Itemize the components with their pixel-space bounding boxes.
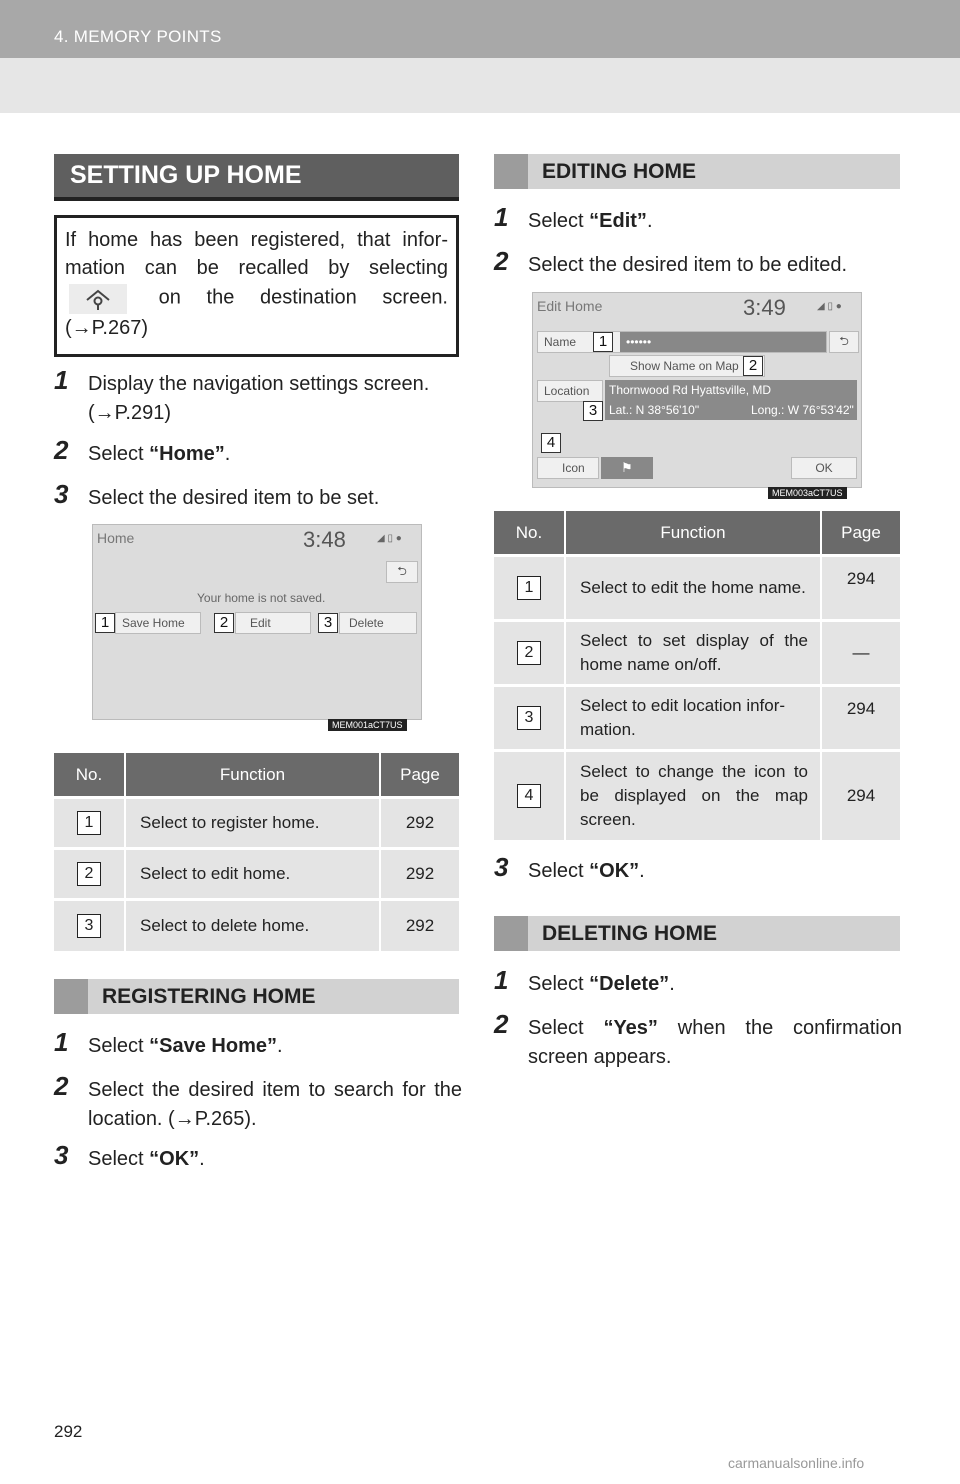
edit-function-table (494, 511, 900, 840)
show-name-toggle[interactable]: Show Name on Map (609, 355, 765, 377)
section-title-setting-up-home: SETTING UP HOME (54, 154, 459, 197)
edit-step-3: 3 Select “OK”. (494, 852, 645, 882)
image-code: MEM001aCT7US (328, 719, 407, 731)
callout-4: 4 (541, 433, 561, 453)
location-field[interactable]: Thornwood Rd Hyattsville, MD Lat.: N 38°56'10" Long.: W 76°53'42" (605, 380, 857, 420)
section-title-deleting-home: DELETING HOME (494, 916, 900, 951)
col-function: Function (125, 753, 380, 798)
icon-selector[interactable] (601, 457, 653, 479)
callout-2: 2 (743, 356, 763, 376)
table-row: 2 Select to edit home. 292 (54, 849, 459, 900)
section-title-registering-home: REGISTERING HOME (54, 979, 459, 1014)
back-arrow-icon: ⮌ (839, 333, 849, 348)
del-step-2: 2 Select “Yes” when the confirmation screen appears. (494, 1009, 902, 1068)
setup-function-table (54, 753, 459, 951)
callout-2: 2 (214, 613, 234, 633)
icon-label: Icon (537, 457, 599, 479)
callout-3: 3 (318, 613, 338, 633)
screen-message: Your home is not saved. (197, 591, 326, 605)
edit-step-2: 2 Select the desired item to be edited. (494, 246, 848, 276)
info-ref: (→P.267) (65, 317, 149, 339)
step-2: 2 Select “Home”. (54, 435, 231, 465)
col-no: No. (54, 753, 125, 798)
watermark: carmanualsonline.info (728, 1455, 865, 1471)
callout-3: 3 (583, 401, 603, 421)
section-title-editing-home: EDITING HOME (494, 154, 900, 189)
screen-clock: 3:48 (303, 527, 346, 552)
reg-step-1: 1 Select “Save Home”. (54, 1027, 283, 1057)
back-arrow-icon: ⮌ (397, 563, 407, 578)
del-step-1: 1 Select “Delete”. (494, 965, 675, 995)
home-screen-image (92, 524, 422, 720)
table-row: 1 Select to register home. 292 (54, 798, 459, 849)
col-page: Page (380, 753, 459, 798)
image-code: MEM003aCT7US (768, 487, 847, 499)
flag-icon: ⚑ (621, 460, 633, 475)
col-function: Function (565, 511, 821, 556)
screen-clock: 3:49 (743, 295, 786, 320)
section-tab (494, 916, 528, 951)
edit-step-1: 1 Select “Edit”. (494, 202, 653, 232)
reg-step-2: 2 Select the desired item to search for the location. (→P.265). (54, 1071, 462, 1130)
name-field[interactable]: Name •••••• (537, 331, 827, 353)
delete-button[interactable]: Delete (339, 612, 417, 634)
col-no: No. (494, 511, 565, 556)
table-row: 2 Select to set display of the home name on/off. — (494, 621, 900, 686)
table-row: 1 Select to edit the home name. 294 (494, 556, 900, 621)
reg-step-3: 3 Select “OK”. (54, 1140, 205, 1170)
section-header: 4. MEMORY POINTS (54, 27, 222, 46)
back-button[interactable] (829, 331, 859, 353)
header-subband (0, 58, 960, 113)
status-icons: ◢ ▯ ● (377, 533, 402, 544)
table-row: 3 Select to edit location infor-mation. 294 (494, 686, 900, 751)
edit-home-screen-image (532, 292, 862, 488)
location-label: Location (537, 380, 603, 402)
step-1: 1 Display the navigation settings screen. (→P.291) (54, 365, 430, 424)
home-pin-icon (69, 284, 127, 314)
status-icons: ◢ ▯ ● (817, 301, 842, 312)
section-tab (54, 979, 88, 1014)
section-rule (54, 197, 459, 201)
callout-1: 1 (593, 332, 613, 352)
callout-1: 1 (95, 613, 115, 633)
page-number: 292 (54, 1422, 83, 1441)
screen-title: Home (97, 530, 135, 546)
edit-button[interactable]: Edit (235, 612, 311, 634)
info-text-after: on the destination screen. (158, 286, 448, 309)
col-page: Page (821, 511, 900, 556)
table-row: 3 Select to delete home. 292 (54, 900, 459, 951)
back-button[interactable] (386, 561, 418, 583)
ok-button[interactable]: OK (791, 457, 857, 479)
section-tab (494, 154, 528, 189)
screen-title: Edit Home (537, 298, 603, 314)
info-box (54, 215, 459, 357)
info-text: If home has been registered, that infor-mation can be recalled by selecting (65, 229, 448, 279)
save-home-button[interactable]: Save Home (115, 612, 201, 634)
step-3: 3 Select the desired item to be set. (54, 479, 380, 509)
table-row: 4 Select to change the icon to be displayed on the map screen. 294 (494, 751, 900, 840)
